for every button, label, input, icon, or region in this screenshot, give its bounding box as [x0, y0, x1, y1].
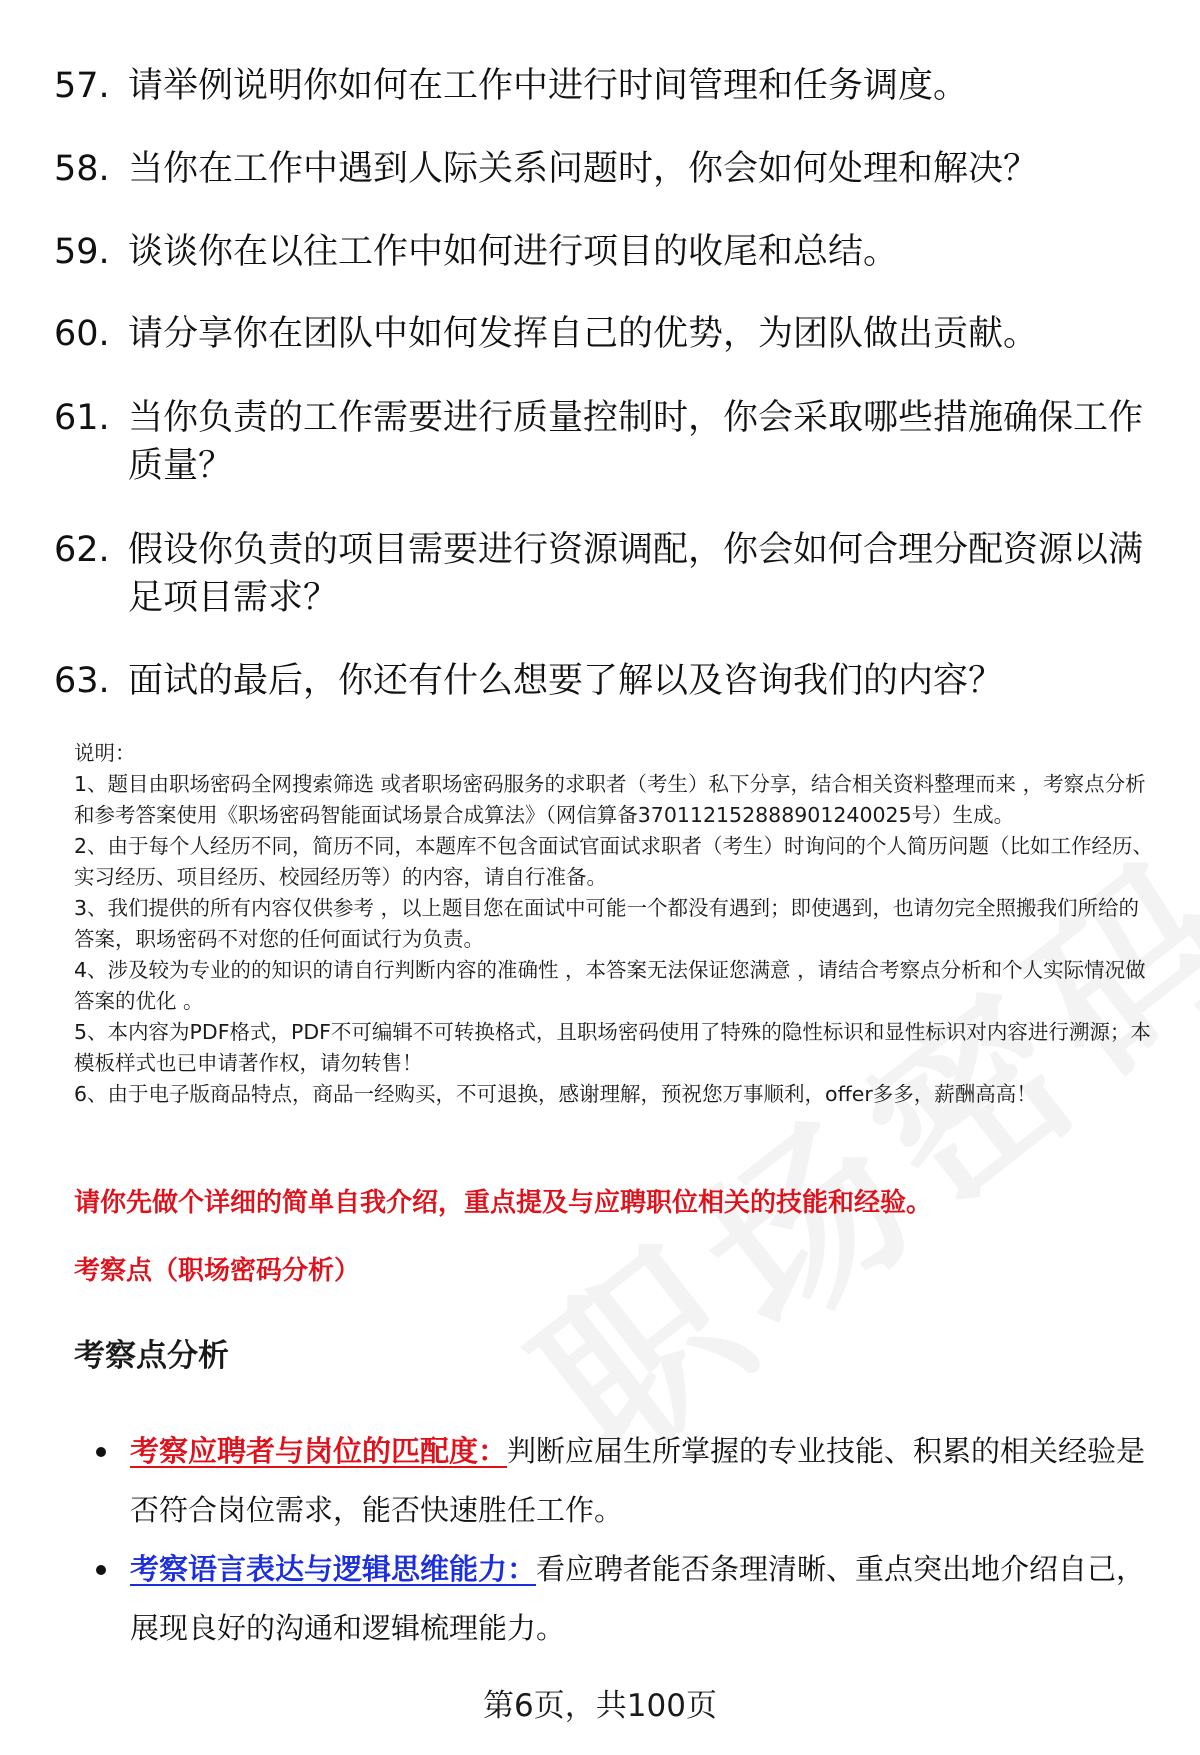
analysis-bullet: [96, 1540, 1156, 1658]
analysis-bullet: [96, 1422, 1156, 1540]
analysis-section-title: 考察点分析: [74, 1338, 229, 1374]
kaochadian-label: 考察点（职场密码分析）: [74, 1256, 361, 1286]
question-item: [54, 145, 1144, 193]
question-text: 请分享你在团队中如何发挥自己的优势，为团队做出贡献。: [128, 314, 1039, 354]
note-item: 5、本内容为PDF格式，PDF不可编辑不可转换格式，且职场密码使用了特殊的隐性标识和显性标识对内容进行溯源；本模板样式也已申请著作权，请勿转售！: [74, 1020, 1151, 1075]
question-item: [54, 228, 1144, 276]
question-text: 假设你负责的项目需要进行资源调配，你会如何合理分配资源以满足项目需求？: [128, 530, 1144, 618]
question-number: 58.: [54, 149, 110, 189]
page-number-footer: 第6页，共100页: [483, 1688, 717, 1724]
bullet-dot-icon: [96, 1447, 106, 1457]
question-item: [54, 526, 1144, 622]
question-number: 60.: [54, 314, 110, 354]
note-item: 2、由于每个人经历不同，简历不同，本题库不包含面试官面试求职者（考生）时询问的个人简历问题（比如工作经历、实习经历、项目经历、校园经历等）的内容，请自行准备。: [74, 834, 1154, 889]
interview-question-title: 请你先做个详细的简单自我介绍，重点提及与应聘职位相关的技能和经验。: [74, 1188, 933, 1218]
note-item: 6、由于电子版商品特点，商品一经购买，不可退换，感谢理解，预祝您万事顺利，offer多多，薪酬高高！: [74, 1082, 1037, 1106]
note-item: 3、我们提供的所有内容仅供参考 ，以上题目您在面试中可能一个都没有遇到；即使遇到，也请勿完全照搬我们所给的答案，职场密码不对您的任何面试行为负责。: [74, 896, 1140, 951]
question-number: 57.: [54, 66, 110, 106]
question-item: [54, 657, 1144, 705]
bullet-content: [130, 1540, 1156, 1658]
question-number: 61.: [54, 398, 110, 438]
bullet-label: 考察语言表达与逻辑思维能力：: [130, 1552, 537, 1586]
question-number: 62.: [54, 530, 110, 570]
question-text: 当你负责的工作需要进行质量控制时，你会采取哪些措施确保工作质量？: [128, 398, 1144, 486]
notes-heading: 说明：: [74, 741, 136, 765]
question-item: [54, 62, 1144, 110]
bullet-label: 考察应聘者与岗位的匹配度：: [130, 1434, 508, 1468]
question-number: 63.: [54, 661, 110, 701]
bullet-content: [130, 1422, 1156, 1540]
question-text: 当你在工作中遇到人际关系问题时，你会如何处理和解决？: [128, 149, 1039, 189]
note-item: 1、题目由职场密码全网搜索筛选 或者职场密码服务的求职者（考生）私下分享，结合相关资料整理而来 ，考察点分析和参考答案使用《职场密码智能面试场景合成算法》（网信算备370112152888901240025号）生成。: [74, 772, 1146, 827]
bullet-text: 看应聘者能否条理清晰、重点突出地介绍自己，展现良好的沟通和逻辑梳理能力。: [130, 1552, 1146, 1645]
bullet-dot-icon: [96, 1565, 106, 1575]
question-number: 59.: [54, 232, 110, 272]
question-text: 请举例说明你如何在工作中进行时间管理和任务调度。: [128, 66, 969, 106]
question-text: 面试的最后，你还有什么想要了解以及咨询我们的内容？: [128, 661, 1004, 701]
disclaimer-notes: [74, 738, 1159, 1110]
question-text: 谈谈你在以往工作中如何进行项目的收尾和总结。: [128, 232, 899, 272]
bullet-text: 判断应届生所掌握的专业技能、积累的相关经验是否符合岗位需求，能否快速胜任工作。: [130, 1434, 1146, 1527]
question-item: [54, 310, 1144, 358]
question-item: [54, 394, 1144, 490]
note-item: 4、涉及较为专业的的知识的请自行判断内容的准确性 ，本答案无法保证您满意 ，请结合考察点分析和个人实际情况做答案的优化 。: [74, 958, 1146, 1013]
